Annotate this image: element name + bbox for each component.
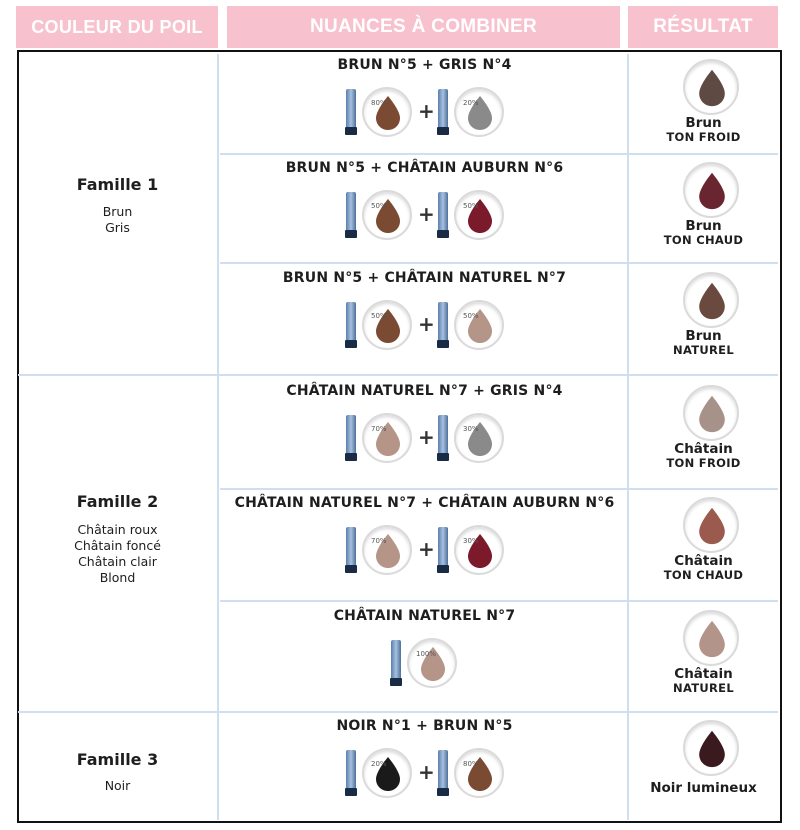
family-sub-item: Noir — [104, 778, 131, 793]
dye-tube-icon — [345, 415, 357, 461]
shade-swatch — [362, 413, 412, 463]
plus-icon: + — [418, 760, 435, 784]
plus-icon: + — [418, 99, 435, 123]
result-swatch — [683, 497, 739, 553]
mix-title: BRUN N°5 + GRIS N°4 — [337, 57, 512, 73]
result-swatch — [683, 272, 739, 328]
result-swatch — [683, 385, 739, 441]
result-tone: NATUREL — [673, 343, 734, 357]
dye-tube-icon — [437, 750, 449, 796]
family-title: Famille 1 — [76, 175, 159, 194]
mix-title: CHÂTAIN NATUREL N°7 — [333, 608, 516, 624]
mix-title: CHÂTAIN NATUREL N°7 + GRIS N°4 — [286, 383, 563, 399]
result-tone: TON CHAUD — [663, 233, 744, 247]
result-name: Brun — [685, 115, 722, 131]
dye-tube-icon — [345, 89, 357, 135]
shade-percent: 20% — [463, 99, 479, 107]
shade-percent: 50% — [371, 312, 387, 320]
shade-swatch — [454, 190, 504, 240]
shade-percent: 20% — [371, 760, 387, 768]
shade-swatch — [454, 748, 504, 798]
shade-percent: 70% — [371, 537, 387, 545]
dye-tube-icon — [345, 527, 357, 573]
plus-icon: + — [418, 312, 435, 336]
plus-icon: + — [418, 202, 435, 226]
shade-swatch — [362, 87, 412, 137]
dye-tube-icon — [390, 640, 402, 686]
row-divider — [220, 600, 778, 602]
dye-tube-icon — [437, 415, 449, 461]
color-drop-icon — [696, 281, 728, 321]
row-divider — [220, 262, 778, 264]
color-drop-icon — [696, 394, 728, 434]
result-tone: TON CHAUD — [663, 568, 744, 582]
result-tone: TON FROID — [666, 456, 741, 470]
result-name: Brun — [685, 328, 722, 344]
result-swatch — [683, 610, 739, 666]
color-drop-icon — [696, 506, 728, 546]
shade-swatch — [362, 748, 412, 798]
result-name: Brun — [685, 218, 722, 234]
result-name: Châtain — [674, 441, 733, 457]
color-drop-icon — [696, 619, 728, 659]
result-name: Châtain — [674, 666, 733, 682]
dye-tube-icon — [437, 302, 449, 348]
color-drop-icon — [696, 729, 728, 769]
dye-tube-icon — [345, 302, 357, 348]
shade-swatch — [454, 413, 504, 463]
family-sub-item: Gris — [105, 220, 130, 235]
family-divider — [18, 711, 778, 713]
shade-swatch — [454, 300, 504, 350]
family-sub-item: Châtain clair — [78, 554, 157, 569]
header-couleur-du-poil: COULEUR DU POIL — [16, 6, 218, 48]
mix-title: NOIR N°1 + BRUN N°5 — [336, 718, 513, 734]
shade-swatch — [362, 525, 412, 575]
shade-percent: 30% — [463, 537, 479, 545]
dye-tube-icon — [437, 527, 449, 573]
family-divider — [18, 374, 778, 376]
family-title: Famille 2 — [76, 492, 159, 511]
dye-tube-icon — [345, 192, 357, 238]
color-drop-icon — [696, 171, 728, 211]
color-drop-icon — [696, 68, 728, 108]
family-sub-item: Châtain foncé — [74, 538, 161, 553]
row-divider — [220, 153, 778, 155]
dye-tube-icon — [437, 192, 449, 238]
shade-percent: 80% — [371, 99, 387, 107]
result-tone: TON FROID — [666, 130, 741, 144]
column-divider — [627, 54, 629, 820]
shade-percent: 70% — [371, 425, 387, 433]
family-sub-item: Blond — [99, 570, 136, 585]
result-tone: NATUREL — [673, 681, 734, 695]
shade-swatch — [362, 190, 412, 240]
result-name: Châtain — [674, 553, 733, 569]
family-title: Famille 3 — [76, 750, 159, 769]
plus-icon: + — [418, 425, 435, 449]
shade-swatch — [407, 638, 457, 688]
mix-title: CHÂTAIN NATUREL N°7 + CHÂTAIN AUBURN N°6 — [234, 495, 615, 511]
shade-percent: 30% — [463, 425, 479, 433]
shade-percent: 80% — [463, 760, 479, 768]
row-divider — [220, 488, 778, 490]
column-divider — [217, 54, 219, 820]
result-swatch — [683, 59, 739, 115]
result-swatch — [683, 720, 739, 776]
family-sub-item: Brun — [102, 204, 133, 219]
header-nuances-a-combiner: NUANCES À COMBINER — [227, 6, 620, 48]
shade-percent: 50% — [371, 202, 387, 210]
family-sub-item: Châtain roux — [77, 522, 158, 537]
header-resultat: RÉSULTAT — [628, 6, 778, 48]
mix-title: BRUN N°5 + CHÂTAIN NATUREL N°7 — [282, 270, 567, 286]
shade-swatch — [454, 87, 504, 137]
shade-swatch — [454, 525, 504, 575]
dye-tube-icon — [345, 750, 357, 796]
shade-percent: 100% — [416, 650, 437, 658]
shade-percent: 50% — [463, 202, 479, 210]
shade-percent: 50% — [463, 312, 479, 320]
mix-title: BRUN N°5 + CHÂTAIN AUBURN N°6 — [285, 160, 564, 176]
dye-tube-icon — [437, 89, 449, 135]
shade-swatch — [362, 300, 412, 350]
result-swatch — [683, 162, 739, 218]
result-name: Noir lumineux — [650, 780, 757, 796]
plus-icon: + — [418, 537, 435, 561]
